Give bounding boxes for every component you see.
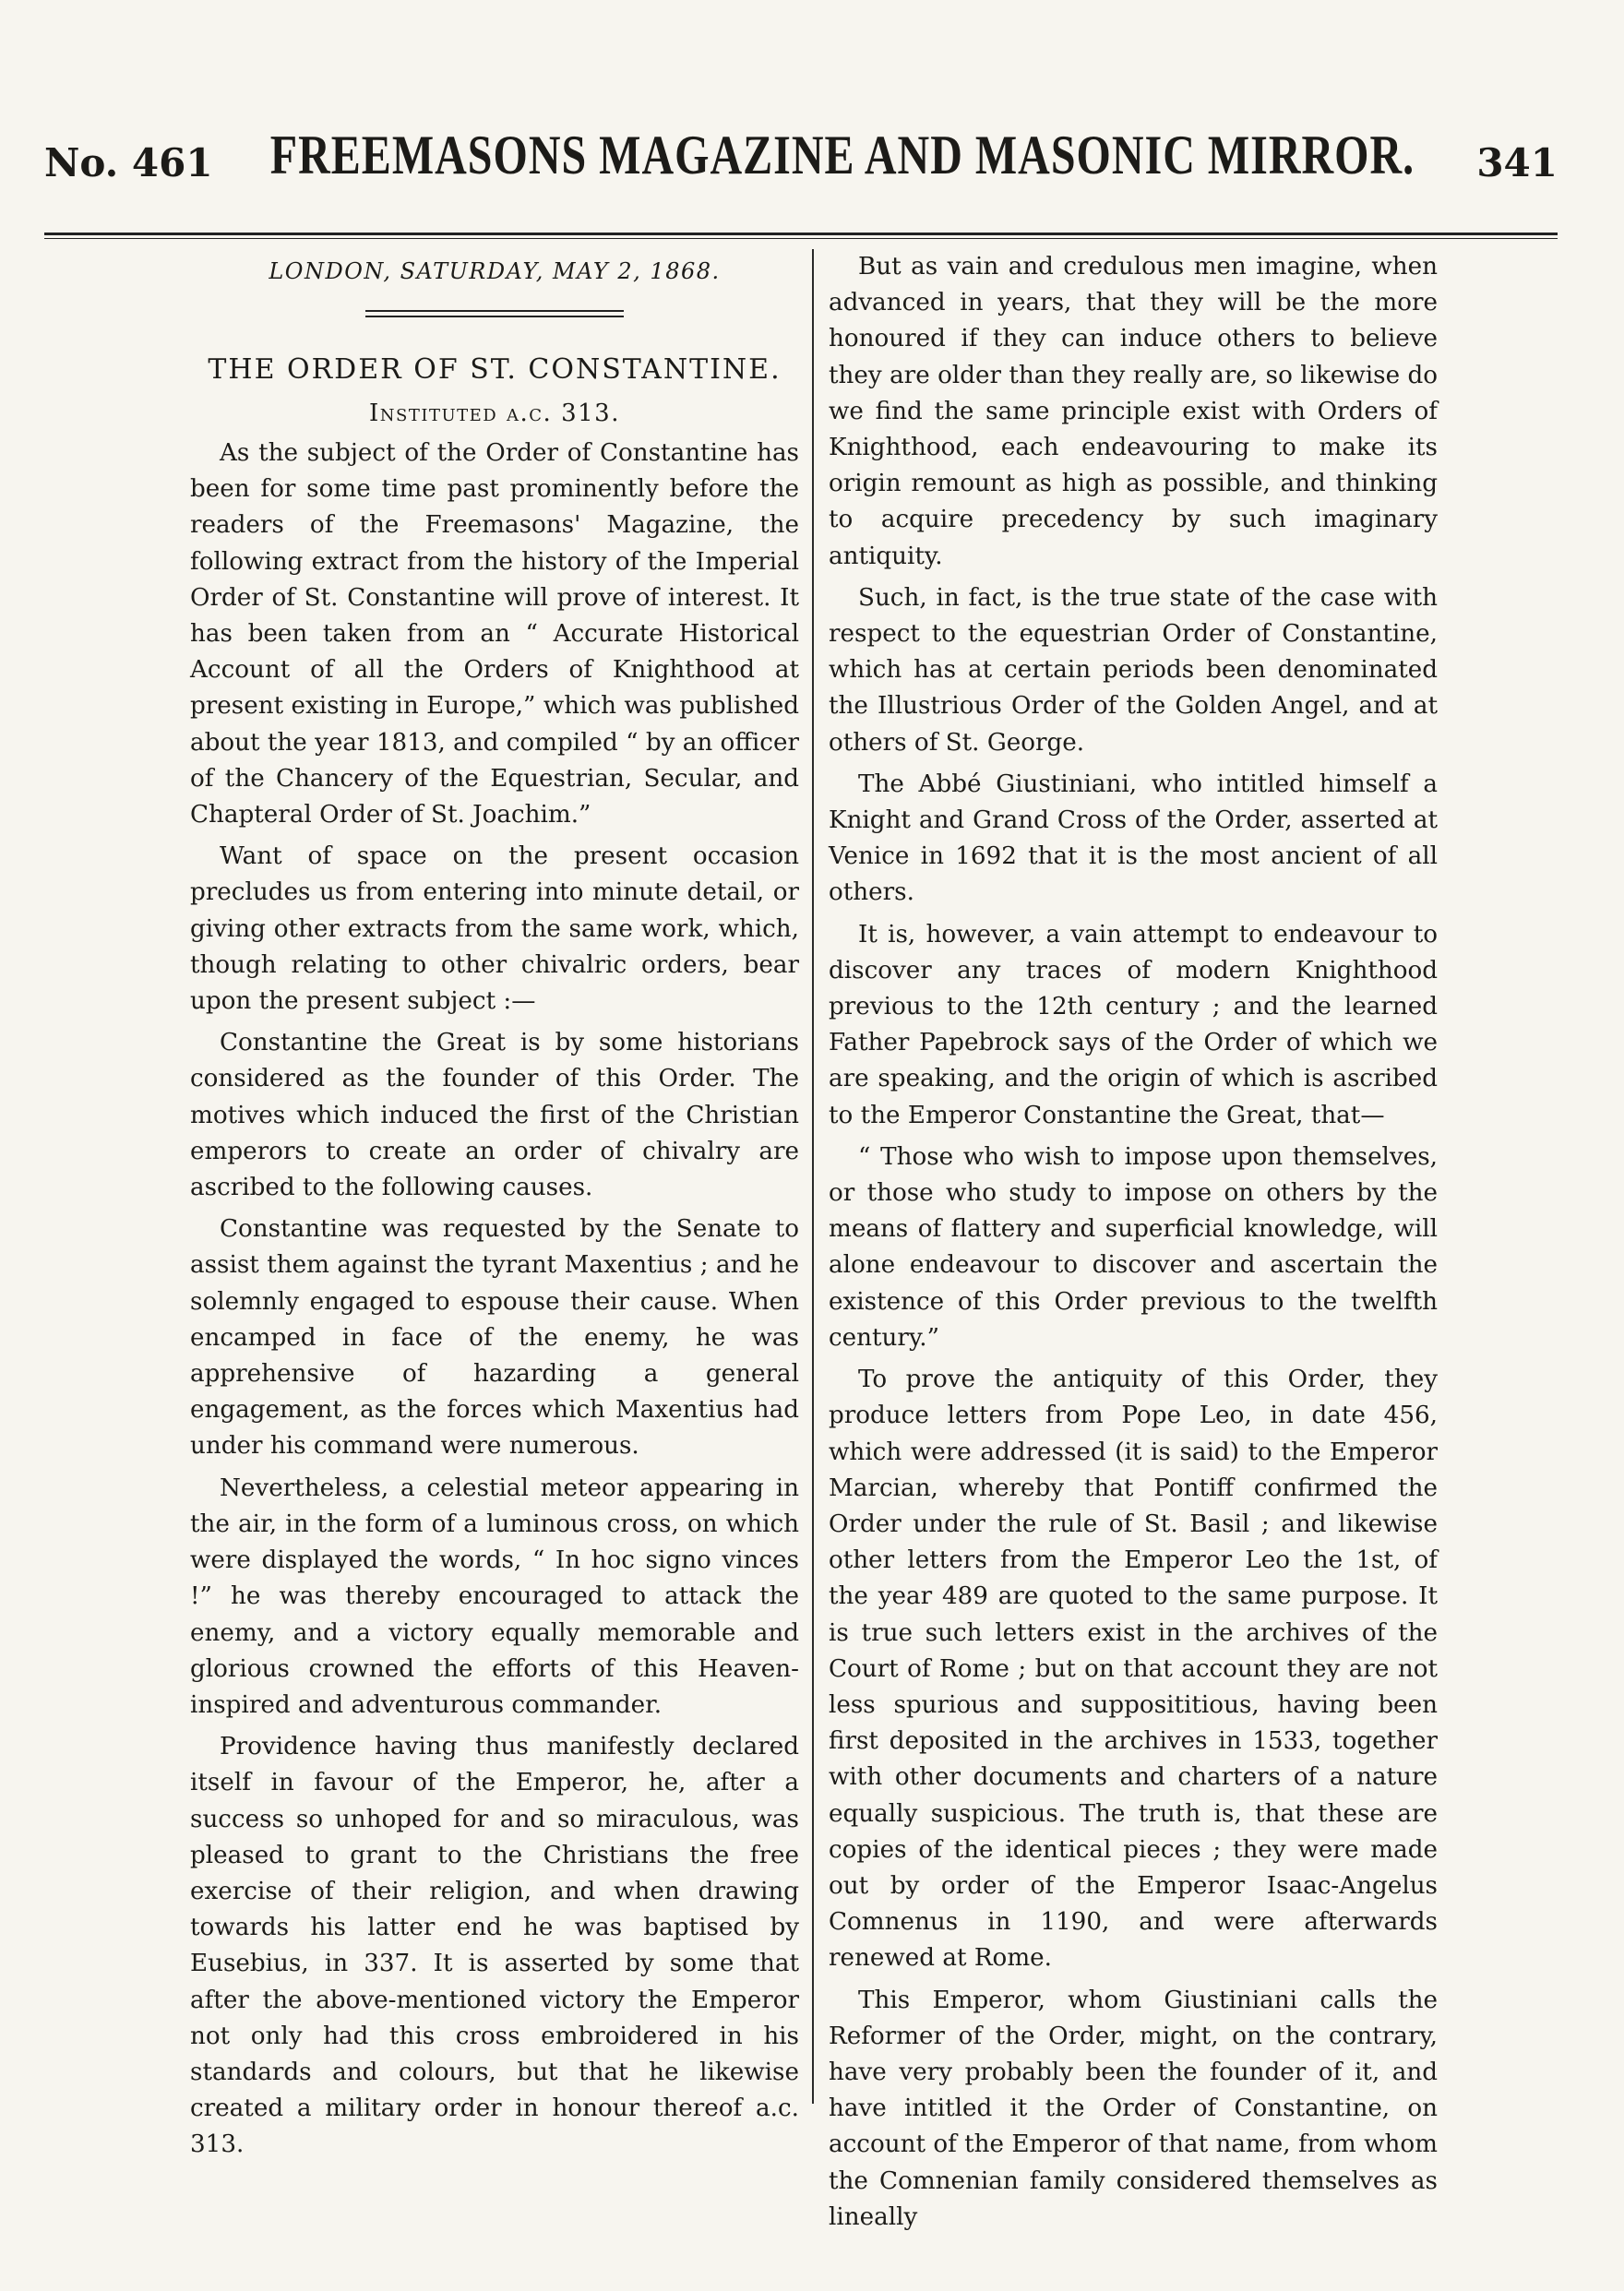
page-number: 341	[1476, 140, 1558, 185]
paragraph: Constantine was requested by the Senate to assist them against the tyrant Maxentius ; and he solemnly engaged to espouse their cause. When encamped in face of the enemy, he was apprehensive of hazarding a general engagement, as the forces which Maxentius had under his command were numerous.	[190, 1215, 799, 1461]
masthead-title: FREEMASONS MAGAZINE AND MASONIC MIRROR.	[269, 125, 1415, 186]
header-rule	[44, 233, 1558, 239]
double-rule-divider	[365, 310, 624, 317]
left-column	[190, 249, 799, 2169]
paragraph: To prove the antiquity of this Order, they produce letters from Pope Leo, in date 456, which were addressed (it is said) to the Emperor Marcian, whereby that Pontiff confirmed the Order under the rule of St. Basil ; and likewise other letters from the Emperor Leo the 1st, of the year 489 are quoted to the same purpose. It is true such letters exist in the archives of the Court of Rome ; but on that account they are not less spurious and supposititious, having been first deposited in the archives in 1533, together with other documents and charters of a nature equally suspicious. The truth is, that these are copies of the identical pieces ; they were made out by order of the Emperor Isaac-Angelus Comnenus in 1190, and were afterwards renewed at Rome.	[829, 1366, 1438, 1973]
paragraph: Nevertheless, a celestial meteor appearing in the air, in the form of a luminous cross, on which were displayed the words, “ In hoc signo vinces !” he was thereby encouraged to attack the enemy, and a victory equally memorable and glorious crowned the efforts of this Heaven-inspired and adventurous commander.	[190, 1474, 799, 1719]
paragraph: Constantine the Great is by some historians considered as the founder of this Order. The motives which induced the first of the Christian emperors to create an order of chivalry are ascribed to the following causes.	[190, 1029, 799, 1202]
issue-number: No. 461	[44, 140, 213, 185]
column-divider	[812, 249, 814, 2104]
quotation: “ Those who wish to impose upon themselves, or those who study to impose on others by the means of flattery and superficial knowledge, will alone endeavour to discover and ascertain the existence of this Order previous to the twelfth century.”	[829, 1142, 1438, 1352]
paragraph: Want of space on the present occasion precludes us from entering into minute detail, or giving other extracts from the same work, which, though relating to other chivalric orders, bear upon the present subject :—	[190, 842, 799, 1016]
paragraph: This Emperor, whom Giustiniani calls the Reformer of the Order, might, on the contrary, have very probably been the founder of it, and have intitled it the Order of Constantine, on account of the Emperor of that name, from whom the Comnenian family considered themselves as lineally	[829, 1986, 1438, 2231]
paragraph: But as vain and credulous men imagine, when advanced in years, that they will be the more honoured if they can induce others to believe they are older than they really are, so likewise do we find the same principle exist with Orders of Knighthood, each endeavouring to make its origin remount as high as possible, and thinking to acquire precedency by such imaginary antiquity.	[829, 253, 1438, 570]
article-subtitle: Instituted a.c. 313.	[369, 400, 620, 427]
article-title: THE ORDER OF ST. CONSTANTINE.	[208, 353, 782, 386]
paragraph: Such, in fact, is the true state of the case with respect to the equestrian Order of Constantine, which has at certain periods been denominated the Illustrious Order of the Golden Angel, and at others of St. George.	[829, 583, 1438, 757]
page-header	[44, 125, 1558, 203]
paragraph: As the subject of the Order of Constantine has been for some time past prominently before the readers of the Freemasons' Magazine, the following extract from the history of the Imperial Order of St. Constantine will prove of interest. It has been taken from an “ Accurate Historical Account of all the Orders of Knighthood at present existing in Europe,” which was published about the year 1813, and compiled “ by an officer of the Chancery of the Equestrian, Secular, and Chapteral Order of St. Joachim.”	[190, 439, 799, 829]
paragraph: It is, however, a vain attempt to endeavour to discover any traces of modern Knighthood previous to the 12th century ; and the learned Father Papebrock says of the Order of which we are speaking, and the origin of which is ascribed to the Emperor Constantine the Great, that—	[829, 920, 1438, 1129]
paragraph: Providence having thus manifestly declared itself in favour of the Emperor, he, after a success so unhoped for and so miraculous, was pleased to grant to the Christians the free exercise of their religion, and when drawing towards his latter end he was baptised by Eusebius, in 337. It is asserted by some that after the above-mentioned victory the Emperor not only had this cross embroidered in his standards and colours, but that he likewise created a military order in honour thereof a.c. 313.	[190, 1733, 799, 2159]
dateline: LONDON, SATURDAY, MAY 2, 1868.	[269, 258, 721, 284]
paragraph: The Abbé Giustiniani, who intitled himself a Knight and Grand Cross of the Order, asserted at Venice in 1692 that it is the most ancient of all others.	[829, 770, 1438, 907]
right-column	[829, 249, 1438, 2241]
